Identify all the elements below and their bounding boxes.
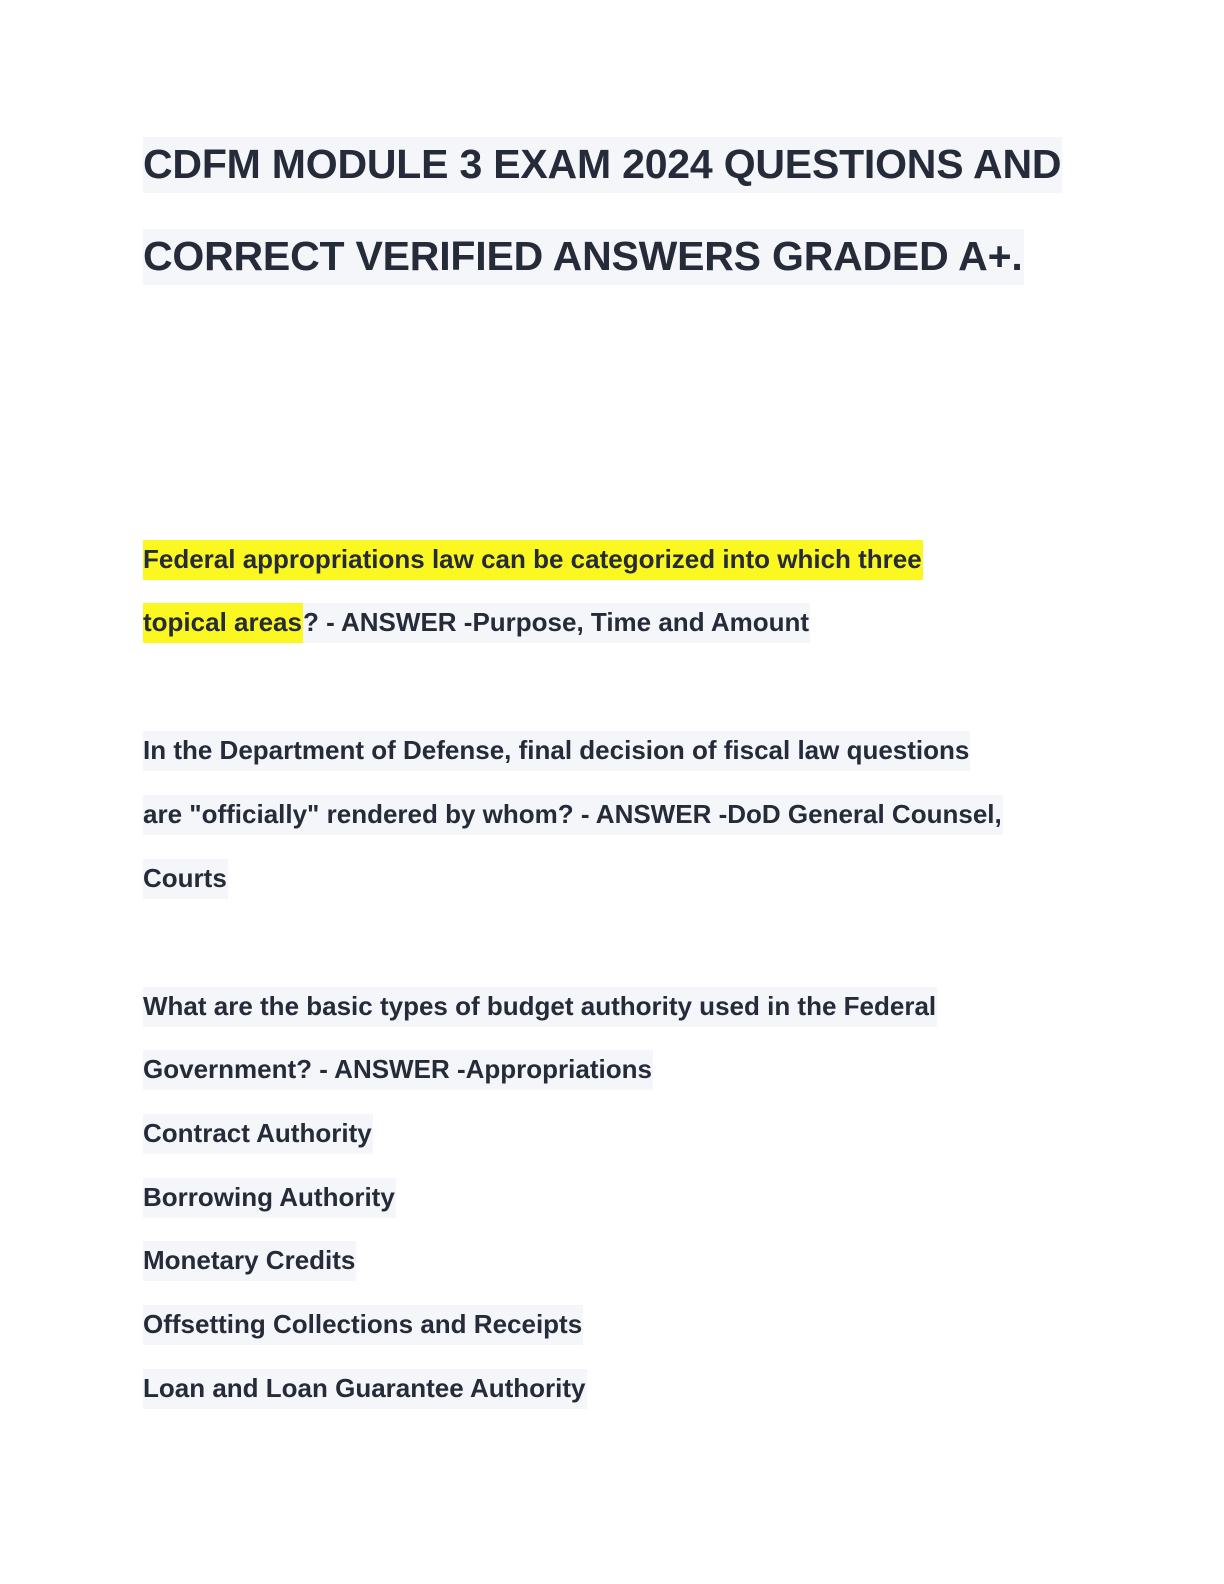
answer-list-item: Monetary Credits <box>143 1247 356 1273</box>
question-1-line-1 <box>143 546 923 572</box>
question-2-line-3: Courts <box>143 865 228 891</box>
highlighted-text: topical areas <box>143 603 303 643</box>
question-1-line-2 <box>143 609 810 635</box>
answer-text: ? - ANSWER -Purpose, Time and Amount <box>303 603 810 643</box>
answer-list-item: Loan and Loan Guarantee Authority <box>143 1375 587 1401</box>
question-3-line-1: What are the basic types of budget authority used in the Federal <box>143 993 937 1019</box>
answer-list-item: Contract Authority <box>143 1120 373 1146</box>
question-3-line-2: Government? - ANSWER -Appropriations <box>143 1056 653 1082</box>
highlighted-text: Federal appropriations law can be categorized into which three <box>143 540 923 580</box>
document-title-line-1: CDFM MODULE 3 EXAM 2024 QUESTIONS AND <box>143 144 1062 185</box>
question-2-line-2: are "officially" rendered by whom? - ANSWER -DoD General Counsel, <box>143 801 1003 827</box>
document-title-line-2: CORRECT VERIFIED ANSWERS GRADED A+. <box>143 236 1024 277</box>
question-2-line-1: In the Department of Defense, final decision of fiscal law questions <box>143 737 970 763</box>
answer-list-item: Offsetting Collections and Receipts <box>143 1311 583 1337</box>
answer-list-item: Borrowing Authority <box>143 1184 396 1210</box>
